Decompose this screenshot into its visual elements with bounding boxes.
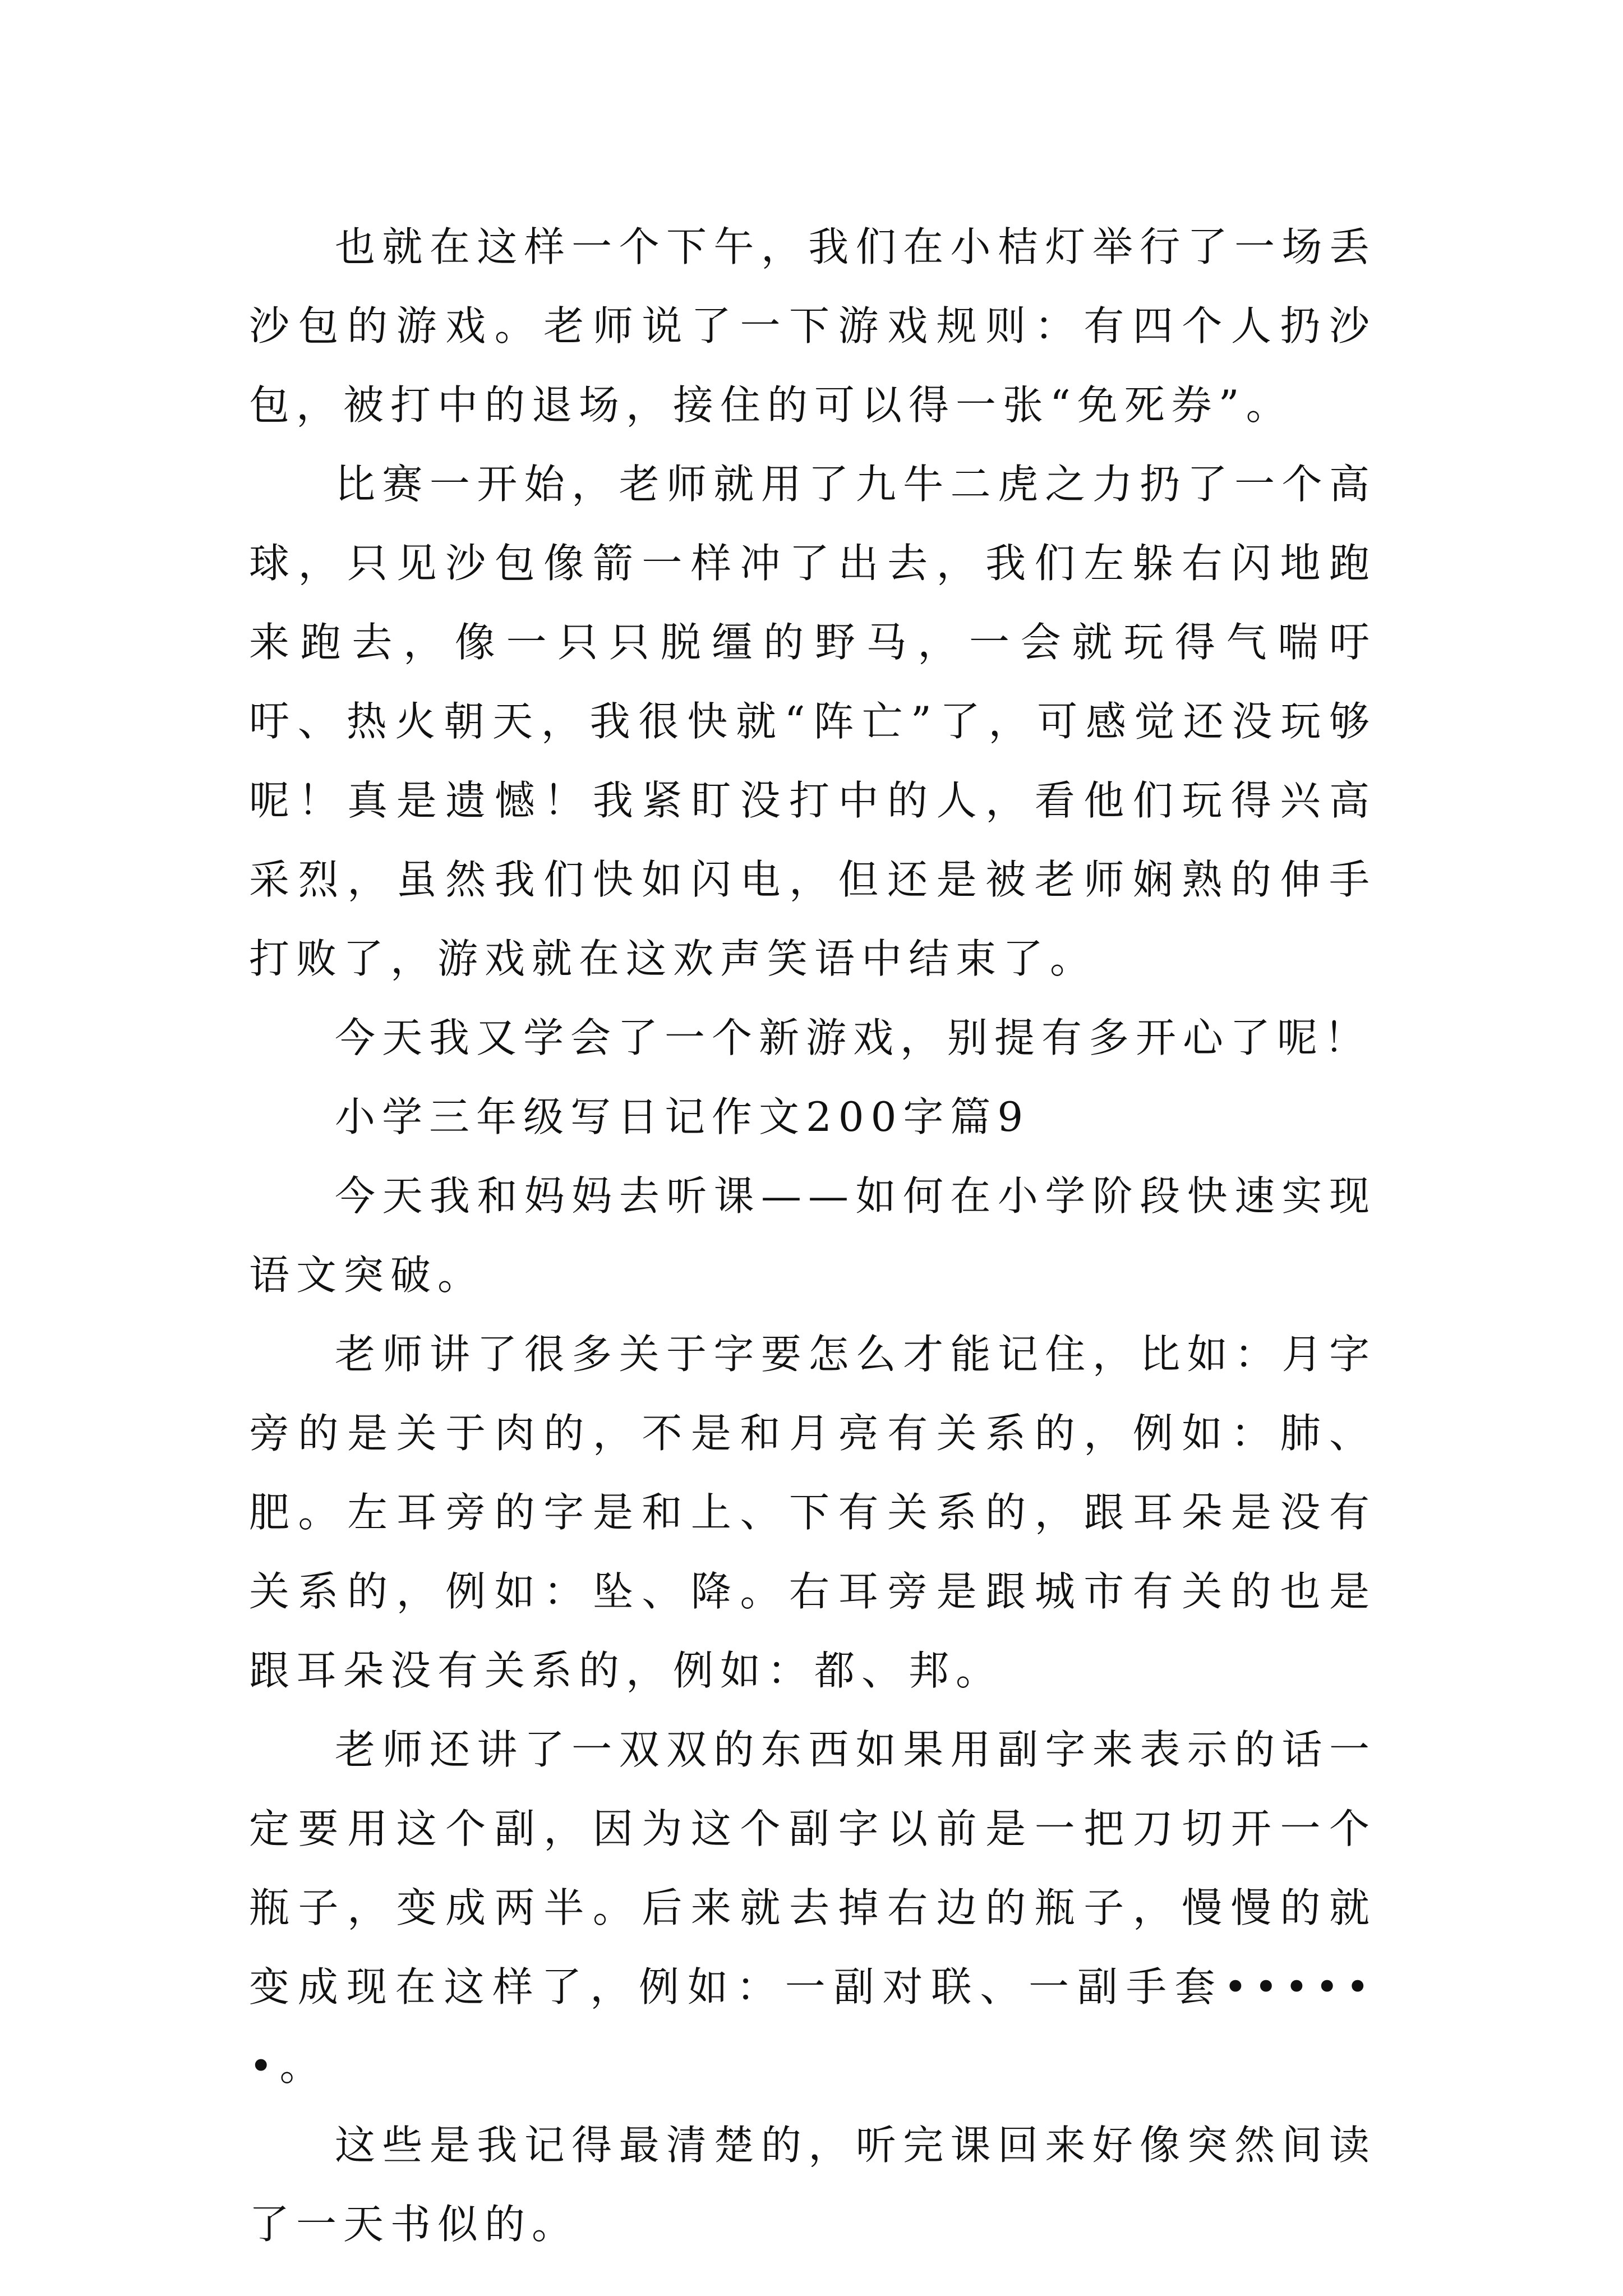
paragraph-conclusion: 这些是我记得最清楚的，听完课回来好像突然间读了一天书似的。 [249,2122,1376,2248]
paragraph-fu-character: 老师还讲了一双双的东西如果用副字来表示的话一定要用这个副，因为这个副字以前是一把刀切开一个瓶子，变成两半。后来就去掉右边的瓶子，慢慢的就变成现在这样了，例如：一副对联、一副手套••••••。 [249,1726,1376,2090]
paragraph-game-intro: 也就在这样一个下午，我们在小桔灯举行了一场丢沙包的游戏。老师说了一下游戏规则：有四个人扔沙包，被打中的退场，接住的可以得一张“免死券”。 [249,223,1376,429]
paragraph-radicals: 老师讲了很多关于字要怎么才能记住，比如：月字旁的是关于肉的，不是和月亮有关系的，例如：肺、肥。左耳旁的字是和上、下有关系的，跟耳朵是没有关系的，例如：坠、降。右耳旁是跟城市有关的也是跟耳朵没有关系的，例如：都、邦。 [249,1331,1376,1694]
paragraph-lecture-intro: 今天我和妈妈去听课——如何在小学阶段快速实现语文突破。 [249,1172,1376,1299]
paragraph-game-end: 今天我又学会了一个新游戏，别提有多开心了呢！ [335,1014,1372,1061]
document-body [249,208,1376,2264]
section-heading: 小学三年级写日记作文200字篇9 [335,1093,1030,1140]
paragraph-game-play: 比赛一开始，老师就用了九牛二虎之力扔了一个高球，只见沙包像箭一样冲了出去，我们左躲右闪地跑来跑去，像一只只脱缰的野马，一会就玩得气喘吁吁、热火朝天，我很快就“阵亡”了，可感觉还没玩够呢！真是遗憾！我紧盯没打中的人，看他们玩得兴高采烈，虽然我们快如闪电，但还是被老师娴熟的伸手打败了，游戏就在这欢声笑语中结束了。 [249,461,1376,982]
